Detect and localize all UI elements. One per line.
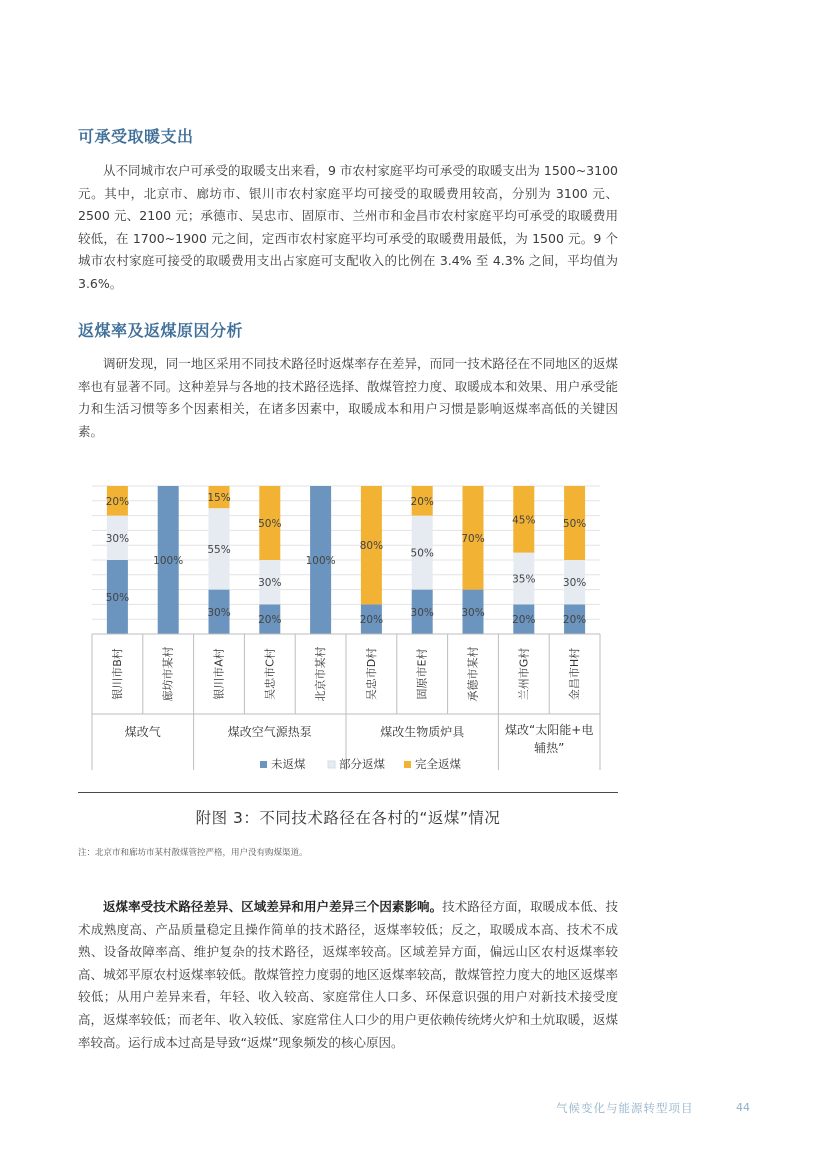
data-label: 80% bbox=[359, 540, 384, 553]
group-label: 辅热” bbox=[534, 741, 565, 755]
section-heading-coal-return: 返煤率及返煤原因分析 bbox=[78, 321, 244, 340]
coal-return-chart bbox=[70, 478, 630, 788]
data-label: 100% bbox=[305, 555, 336, 567]
category-label: 吴忠市D村 bbox=[364, 647, 378, 701]
data-label: 20% bbox=[359, 614, 384, 627]
data-label: 30% bbox=[461, 606, 485, 619]
chart-note: 注：北京市和廊坊市某村散煤管控严格，用户没有购煤渠道。 bbox=[78, 848, 308, 858]
page-number: 44 bbox=[736, 1101, 750, 1114]
data-label: 100% bbox=[153, 555, 184, 567]
data-label: 45% bbox=[512, 514, 536, 527]
category-label: 银川市A村 bbox=[212, 648, 226, 700]
data-label: 55% bbox=[207, 543, 231, 556]
data-label: 20% bbox=[258, 614, 282, 627]
legend-label: 完全返煤 bbox=[415, 757, 461, 771]
data-label: 50% bbox=[562, 518, 587, 530]
paragraph-factors-lead: 返煤率受技术路径差异、区域差异和用户差异三个因素影响。 bbox=[103, 899, 443, 914]
category-label: 金昌市H村 bbox=[568, 647, 582, 701]
data-label: 50% bbox=[258, 518, 282, 530]
group-label: 煤改气 bbox=[124, 725, 161, 739]
data-label: 30% bbox=[207, 606, 231, 619]
data-label: 30% bbox=[562, 577, 587, 590]
legend-swatch bbox=[404, 761, 411, 768]
data-label: 15% bbox=[207, 492, 231, 505]
paragraph-coal-return: 调研发现，同一地区采用不同技术路径时返煤率存在差异，而同一技术路径在不同地区的返煤率也有显著不同。这种差异与各地的技术路径选择、散煤管控力度、取暖成本和效果、用户承受能力和生活习惯等多个因素相关，在诸多因素中，取暖成本和用户习惯是影响返煤率高低的关键因素。 bbox=[78, 356, 618, 439]
category-label: 廊坊市某村 bbox=[161, 646, 175, 702]
chart-svg bbox=[70, 478, 630, 788]
data-label: 30% bbox=[105, 532, 130, 545]
group-label: 煤改“太阳能+电 bbox=[505, 723, 594, 737]
footer-project-title: 气候变化与能源转型项目 bbox=[556, 1101, 694, 1115]
caption-divider bbox=[78, 792, 618, 793]
category-label: 银川市B村 bbox=[110, 648, 124, 700]
data-label: 50% bbox=[410, 547, 434, 560]
category-label: 兰州市G村 bbox=[517, 647, 531, 701]
data-label: 30% bbox=[258, 577, 282, 590]
paragraph-factors-body: 技术路径方面，取暖成本低、技术成熟度高、产品质量稳定且操作简单的技术路径，返煤率较低；反之，取暖成本高、技术不成熟、设备故障率高、维护复杂的技术路径，返煤率较高。区域差异方面，偏远山区农村返煤率较高、城郊平原农村返煤率较低。散煤管控力度弱的地区返煤率较高，散煤管控力度大的地区返煤率较低；从用户差异来看，年轻、收入较高、家庭常住人口多、环保意识强的用户对新技术接受度高，返煤率较低；而老年、收入较低、家庭常住人口少的用户更依赖传统烤火炉和土炕取暖，返煤率较高。运行成本过高是导致“返煤”现象频发的核心原因。 bbox=[78, 899, 618, 1050]
category-label: 吴忠市C村 bbox=[263, 648, 277, 700]
data-label: 20% bbox=[105, 495, 130, 508]
paragraph-factors bbox=[78, 896, 618, 1054]
category-label: 承德市某村 bbox=[466, 646, 480, 702]
legend-label: 部分返煤 bbox=[339, 757, 385, 771]
legend-swatch bbox=[328, 761, 335, 768]
data-label: 50% bbox=[105, 592, 130, 604]
group-label: 煤改空气源热泵 bbox=[227, 725, 312, 739]
legend-label: 未返煤 bbox=[271, 757, 306, 771]
legend-swatch bbox=[260, 761, 267, 768]
data-label: 30% bbox=[410, 606, 434, 619]
data-label: 70% bbox=[461, 532, 485, 545]
category-label: 北京市某村 bbox=[314, 646, 328, 702]
data-label: 20% bbox=[410, 495, 434, 508]
section-heading-affordable-heating: 可承受取暖支出 bbox=[78, 127, 194, 146]
data-label: 35% bbox=[512, 573, 536, 586]
category-label: 固原市E村 bbox=[415, 648, 429, 700]
chart-caption: 附图 3：不同技术路径在各村的“返煤”情况 bbox=[195, 809, 501, 827]
data-label: 20% bbox=[562, 614, 587, 627]
data-label: 20% bbox=[512, 614, 536, 627]
group-label: 煤改生物质炉具 bbox=[380, 725, 465, 739]
paragraph-affordable-heating: 从不同城市农户可承受的取暖支出来看，9 市农村家庭平均可承受的取暖支出为 1500~3100 元。其中，北京市、廊坊市、银川市农村家庭平均可接受的取暖费用较高，分别为 3100 元、2500 元、2100 元；承德市、吴忠市、固原市、兰州市和金昌市农村家庭平均可承受的取暖费用较低，在 1700~1900 元之间，定西市农村家庭平均可承受的取暖费用最低，为 1500 元。9 个城市农村家庭可接受的取暖费用支出占家庭可支配收入的比例在 3.4% 至 4.3% 之间，平均值为 3.6%。 bbox=[78, 163, 618, 291]
